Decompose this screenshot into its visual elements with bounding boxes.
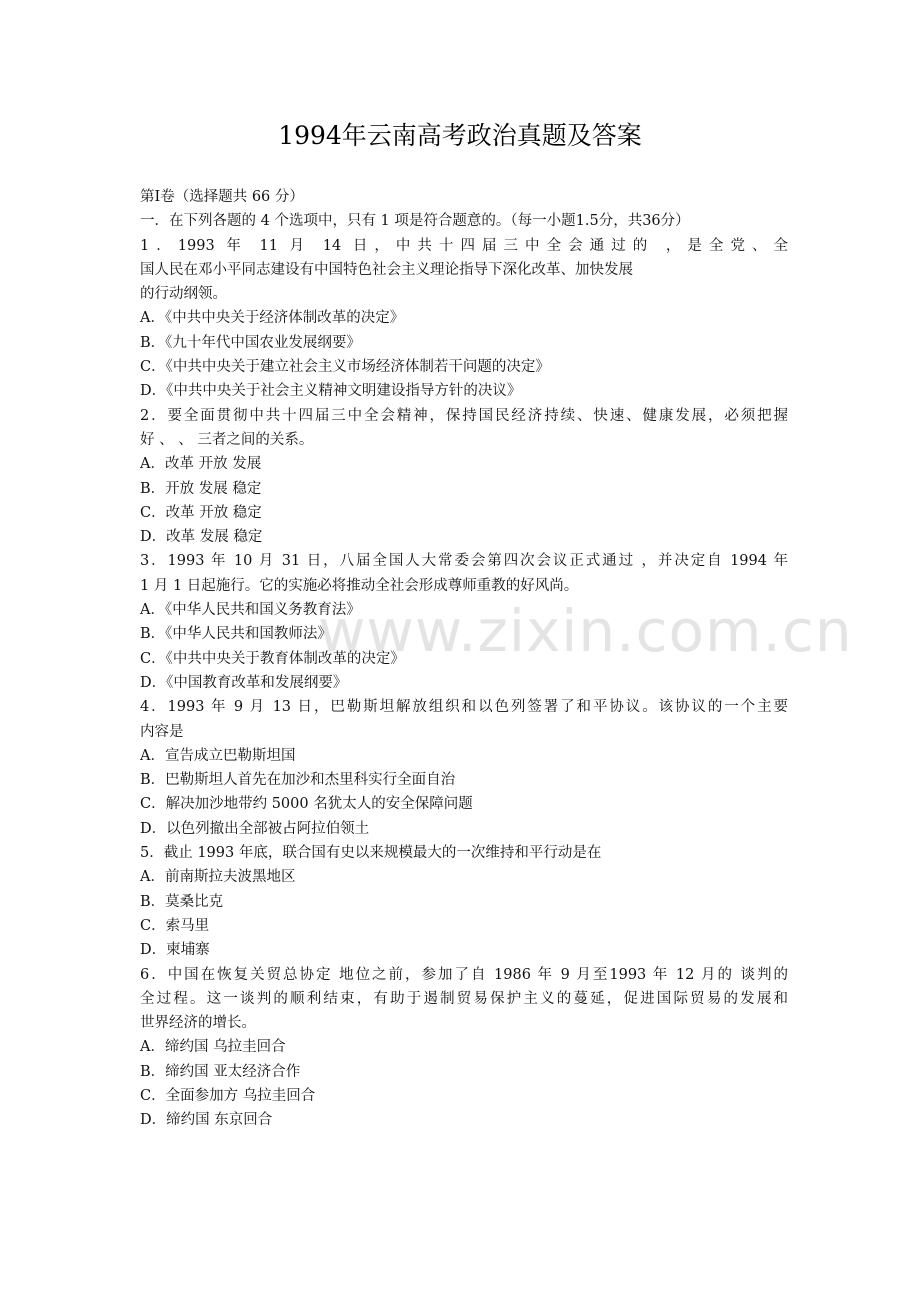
question-6-text: 世界经济的增长。 — [140, 1015, 256, 1032]
question-6-text: 全过程。这一谈判的顺利结束，有助于遏制贸易保护主义的蔓延，促进国际贸易的发展和 — [140, 990, 788, 1007]
question-3-text: 1 月 1 日起施行。它的实施必将推动全社会形成尊师重教的好风尚。 — [140, 577, 579, 594]
document-body — [140, 185, 788, 1133]
watermark: www.zixin.com.cn — [318, 597, 853, 665]
section-header: 第Ⅰ卷（选择题共 66 分） — [140, 189, 304, 205]
question-6-option-a: A．缔约国 乌拉圭回合 — [140, 1039, 286, 1056]
question-1-text: 的行动纲领。 — [140, 286, 227, 303]
question-2-option-a: A．改革 开放 发展 — [140, 456, 262, 473]
question-4-text: 内容是 — [140, 723, 184, 740]
question-2-text: 好 、 、 三者之间的关系。 — [140, 431, 314, 448]
page-title: 1994年云南高考政治真题及答案 — [278, 121, 642, 150]
question-5-text: 5．截止 1993 年底，联合国有史以来规模最大的一次维持和平行动是在 — [140, 845, 602, 862]
question-3-option-d: D．《中国教育改革和发展纲要》 — [140, 674, 348, 691]
question-2-option-b: B．开放 发展 稳定 — [140, 480, 262, 497]
instructions: 一．在下列各题的 4 个选项中，只有 1 项是符合题意的。（每一小题1.5分，共36分） — [140, 213, 690, 230]
question-1-option-a: A．《中共中央关于经济体制改革的决定》 — [140, 310, 405, 327]
question-3-option-b: B．《中华人民共和国教师法》 — [140, 626, 332, 643]
question-5-option-b: B．莫桑比克 — [140, 893, 224, 910]
question-6-option-d: D．缔约国 东京回合 — [140, 1112, 273, 1129]
question-6-text: 6．中国在恢复关贸总协定 地位之前，参加了自 1986 年 9 月至1993 年 12 月的 谈判的 — [140, 966, 788, 983]
question-1-text: 国人民在邓小平同志建设有中国特色社会主义理论指导下深化改革、加快发展 — [140, 261, 633, 278]
question-1-option-b: B．《九十年代中国农业发展纲要》 — [140, 334, 361, 351]
question-5-option-a: A．前南斯拉夫波黑地区 — [140, 869, 296, 886]
question-6-option-c: C．全面参加方 乌拉圭回合 — [140, 1087, 316, 1104]
question-4-option-a: A．宣告成立巴勒斯坦国 — [140, 747, 296, 764]
question-4-text: 4．1993 年 9 月 13 日，巴勒斯坦解放组织和以色列签署了和平协议。该协议的一个主要 — [140, 699, 788, 716]
question-5-option-d: D．柬埔寨 — [140, 942, 210, 959]
question-6-option-b: B．缔约国 亚太经济合作 — [140, 1063, 301, 1080]
question-2-option-d: D．改革 发展 稳定 — [140, 529, 263, 546]
question-4-option-d: D．以色列撤出全部被占阿拉伯领土 — [140, 820, 370, 837]
question-1-option-c: C．《中共中央关于建立社会主义市场经济体制若干问题的决定》 — [140, 359, 550, 376]
question-5-option-c: C．索马里 — [140, 917, 210, 934]
question-3-text: 3．1993 年 10 月 31 日，八届全国人大常委会第四次会议正式通过 ，并决定自 1994 年 — [140, 553, 788, 570]
question-2-text: 2．要全面贯彻中共十四届三中全会精神，保持国民经济持续、快速、健康发展，必须把握 — [140, 407, 788, 424]
question-3-option-a: A．《中华人民共和国义务教育法》 — [140, 602, 361, 619]
question-4-option-b: B．巴勒斯坦人首先在加沙和杰里科实行全面自治 — [140, 772, 456, 789]
question-1-text: 1．1993 年 11 月 14 日，中共十四届三中全会通过的 ，是全党、全 — [140, 237, 788, 254]
question-4-option-c: C．解决加沙地带约 5000 名犹太人的安全保障问题 — [140, 796, 473, 813]
question-1-option-d: D．《中共中央关于社会主义精神文明建设指导方针的决议》 — [140, 383, 522, 400]
question-2-option-c: C．改革 开放 稳定 — [140, 504, 262, 521]
question-3-option-c: C．《中共中央关于教育体制改革的决定》 — [140, 650, 405, 667]
